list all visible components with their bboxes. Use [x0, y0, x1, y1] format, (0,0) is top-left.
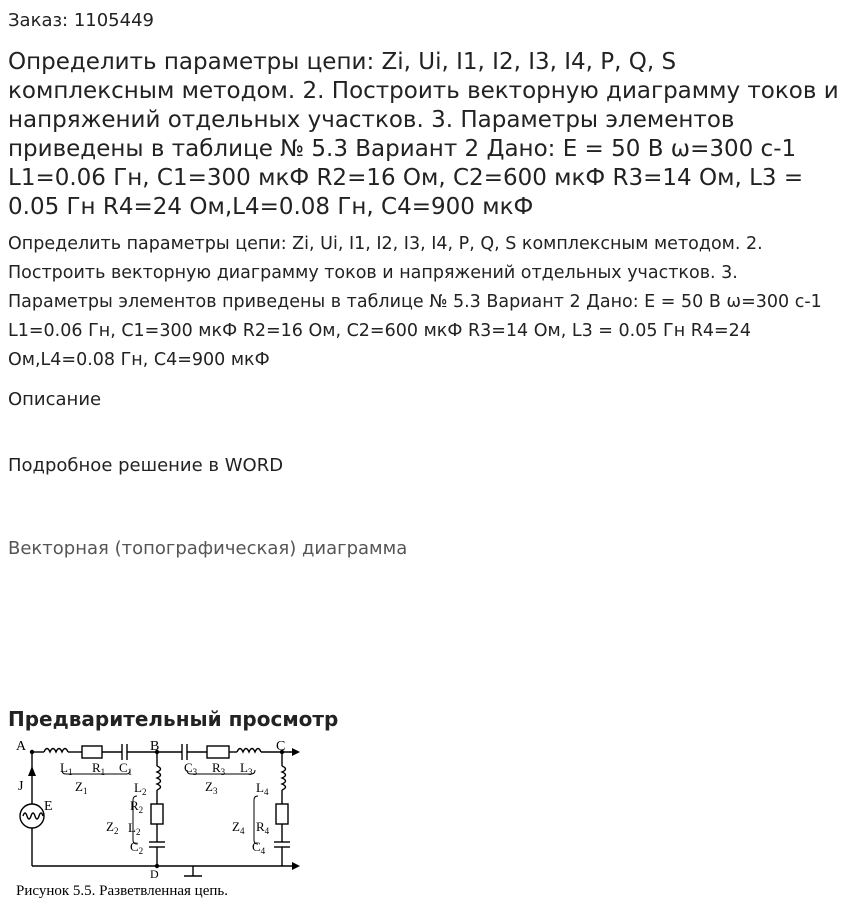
svg-text:L3: $L_3$: [240, 760, 253, 777]
svg-text:L2: $L_2$: [134, 780, 147, 797]
c4-label: C: [252, 839, 261, 854]
l2-label: L: [134, 780, 142, 795]
description-value: Подробное решение в WORD: [8, 455, 284, 476]
r1-label: R: [92, 760, 101, 775]
r2-label: R: [130, 798, 139, 813]
svg-text:C4: $C_4$: [252, 839, 266, 856]
svg-text:C2: $C_2$: [130, 839, 144, 856]
svg-text:R1: $R_1$: [92, 760, 106, 777]
svg-text:Z4: $Z_4$: [232, 819, 245, 836]
z3-label: Z: [205, 779, 213, 794]
svg-text:L2: $L_2$: [128, 820, 141, 837]
l1-label: L: [60, 760, 68, 775]
page-title: Определить параметры цепи: Zi, Ui, I1, I2, I3, I4, P, Q, S комплексным методом. 2. Построить векторную диаграмму токов и напряжений отдельных участков. 3. Параметры элементов приведены в таблице № 5.3 Вариант 2 Дано: Е = 50 В ω=300 с-1 L1=0.06 Гн, С1=300 мкФ R2=16 Ом, С2=600 мкФ R3=14 Ом, L3 = 0.05 Гн R4=24 Ом,L4=0.08 Гн, С4=900 мкФ: [8, 49, 839, 220]
svg-text:Z1: $Z_1$: [75, 779, 88, 796]
description-label: Описание: [8, 389, 102, 410]
z4-label: Z: [232, 819, 240, 834]
l3-label: L: [240, 760, 248, 775]
figure-caption: Рисунок 5.5. Разветвленная цепь.: [16, 883, 228, 899]
node-d-label: D: [150, 867, 159, 881]
circuit-preview-image: [12, 736, 312, 881]
vector-diagram-link[interactable]: Векторная (топографическая) диаграмма: [8, 538, 408, 559]
l4-label: L: [256, 780, 264, 795]
z2-label: Z: [106, 819, 114, 834]
svg-text:C3: $C_3$: [184, 760, 198, 777]
svg-text:R4: $R_4$: [256, 819, 270, 836]
node-c-label: C: [276, 739, 286, 754]
svg-text:L4: $L_4$: [256, 780, 269, 797]
c1-label: C: [119, 760, 128, 775]
c2-label: C: [130, 839, 139, 854]
c3-label: C: [184, 760, 193, 775]
r3-label: R: [212, 760, 221, 775]
svg-text:R3: $R_3$: [212, 760, 226, 777]
z1-label: Z: [75, 779, 83, 794]
r4-label: R: [256, 819, 265, 834]
j-label: J: [18, 779, 24, 794]
svg-text:Z2: $Z_2$: [106, 819, 119, 836]
task-description: Определить параметры цепи: Zi, Ui, I1, I2, I3, I4, P, Q, S комплексным методом. 2. Построить векторную диаграмму токов и напряжений отдельных участков. 3. Параметры элементов приведены в таблице № 5.3 Вариант 2 Дано: Е = 50 В ω=300 с-1 L1=0.06 Гн, С1=300 мкФ R2=16 Ом, С2=600 мкФ R3=14 Ом, L3 = 0.05 Гн R4=24 Ом,L4=0.08 Гн, С4=900 мкФ: [8, 234, 822, 370]
svg-text:Z3: $Z_3$: [205, 779, 218, 796]
l2-label-alt: L: [128, 820, 136, 835]
svg-text:R2: $R_2$: [130, 798, 144, 815]
order-number: Заказ: 1105449: [8, 10, 154, 31]
e-label: E: [44, 799, 53, 814]
node-a-label: A: [16, 739, 27, 754]
svg-text:C1: $C_1$: [119, 760, 133, 777]
preview-heading: Предварительный просмотр: [8, 707, 339, 731]
svg-text:L1: $L_1$: [60, 760, 73, 777]
node-b-label: B: [150, 739, 160, 754]
